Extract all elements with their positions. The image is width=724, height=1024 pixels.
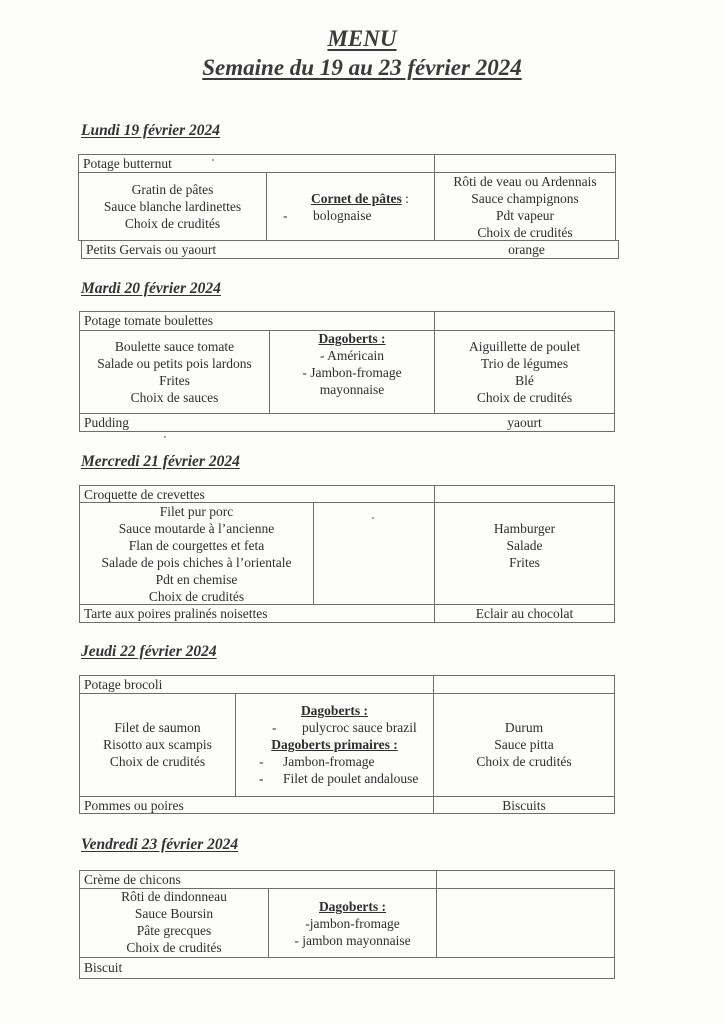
dessert-right: yaourt (507, 415, 542, 430)
soup-cell: Croquette de crevettes (84, 487, 205, 502)
soup-cell: Potage brocoli (84, 677, 163, 692)
dish-line: Sauce moutarde à l’ancienne (118, 521, 275, 536)
dish-line: Jambon-fromage (283, 754, 375, 769)
bullet: - (272, 720, 277, 735)
section-header: Dagoberts primaires : (271, 737, 398, 752)
section-header: Dagoberts : (318, 899, 387, 914)
dish-line: Choix de crudités (148, 589, 245, 604)
dish-line: mayonnaise (319, 382, 385, 397)
bullet: - (259, 771, 264, 786)
main-dish-right (435, 173, 615, 241)
bullet: - (283, 208, 288, 223)
dish-line: Pâte grecques (136, 923, 212, 938)
scan-speck (372, 517, 374, 519)
main-dish-left (80, 888, 268, 956)
dish-line: Sauce Boursin (134, 906, 214, 921)
day-heading: Mardi 20 février 2024 (81, 280, 221, 297)
day-heading: Lundi 19 février 2024 (81, 122, 221, 139)
main-dish-left (80, 338, 269, 406)
dish-line: Choix de crudités (126, 940, 222, 955)
dish-line: Pdt en chemise (155, 572, 238, 587)
soup-cell: Crème de chicons (84, 872, 181, 887)
dish-line: Frites (159, 373, 190, 388)
dessert-left: Tarte aux poires pralinés noisettes (84, 606, 268, 621)
dish-line: Choix de crudités (476, 754, 572, 769)
dish-line: Flan de courgettes et feta (128, 538, 265, 553)
main-dish-left (80, 719, 235, 770)
bullet: - (259, 754, 264, 769)
dish-line: Salade (506, 538, 543, 553)
main-dish-right (435, 338, 614, 406)
dish-line: Salade de pois chiches à l’orientale (101, 555, 292, 570)
main-dish-right (434, 719, 614, 770)
dish-line: Choix de crudités (109, 754, 206, 769)
dish-line: Sauce pitta (494, 737, 554, 752)
dish-line: Salade ou petits pois lardons (97, 356, 252, 371)
week-subtitle: Semaine du 19 au 23 février 2024 (202, 55, 522, 80)
main-dish-middle (269, 898, 436, 949)
dish-line: Boulette sauce tomate (114, 339, 235, 354)
dish-line: Trio de légumes (480, 356, 569, 371)
main-dish-middle (270, 330, 434, 398)
dish-line: Filet pur porc (159, 504, 234, 519)
dish-line: Aiguillette de poulet (469, 339, 580, 354)
dish-line: Filet de poulet andalouse (283, 771, 419, 786)
dish-line: Pdt vapeur (495, 208, 555, 223)
dish-line: Rôti de veau ou Ardennais (453, 174, 597, 189)
dish-line: Filet de saumon (114, 720, 201, 735)
main-dish-middle (283, 190, 409, 224)
dessert-left: Petits Gervais ou yaourt (86, 242, 217, 257)
main-dish-middle (236, 702, 433, 787)
scan-speck (164, 436, 166, 438)
section-header: Dagoberts : (318, 331, 386, 346)
header-colon: : (401, 191, 409, 206)
dish-line: Choix de crudités (477, 225, 573, 240)
dish-line: - Américain (319, 348, 385, 363)
soup-cell: Potage butternut (83, 156, 172, 171)
dessert-right: Biscuits (502, 798, 546, 813)
dessert-right: Eclair au chocolat (475, 606, 574, 621)
soup-cell: Potage tomate boulettes (84, 313, 213, 328)
day-heading: Mercredi 21 février 2024 (81, 453, 240, 470)
dish-line: pulycroc sauce brazil (302, 720, 417, 735)
dish-line: Choix de crudités (124, 216, 221, 231)
dish-line: Risotto aux scampis (103, 737, 212, 752)
dish-line: bolognaise (313, 208, 372, 223)
dessert-right: orange (508, 242, 545, 257)
section-header: Cornet de pâtes (311, 191, 402, 206)
dish-line: Durum (504, 720, 544, 735)
dish-line: Choix de sauces (130, 390, 219, 405)
day-heading: Jeudi 22 février 2024 (81, 643, 217, 660)
dessert-left: Biscuit (84, 960, 123, 975)
dish-line: - jambon mayonnaise (294, 933, 411, 948)
dish-line: Hamburger (493, 521, 556, 536)
menu-title: MENU (327, 26, 397, 51)
dessert-left: Pudding (84, 415, 130, 430)
dish-line: -jambon-fromage (305, 916, 400, 931)
dish-line: Frites (509, 555, 540, 570)
dish-line: Sauce champignons (471, 191, 579, 206)
dish-line: Sauce blanche lardinettes (103, 199, 242, 214)
dish-line: - Jambon-fromage (302, 365, 402, 380)
dish-line: Choix de crudités (476, 390, 573, 405)
dish-line: Rôti de dindonneau (121, 889, 227, 904)
main-dish-left (79, 181, 266, 232)
main-dish-right (435, 520, 614, 571)
section-header: Dagoberts : (300, 703, 369, 718)
scan-speck (212, 159, 214, 161)
dish-line: Gratin de pâtes (131, 182, 214, 197)
dish-line: Blé (515, 373, 534, 388)
dessert-left: Pommes ou poires (84, 798, 184, 813)
main-dish-left (80, 503, 313, 605)
day-heading: Vendredi 23 février 2024 (81, 836, 239, 853)
